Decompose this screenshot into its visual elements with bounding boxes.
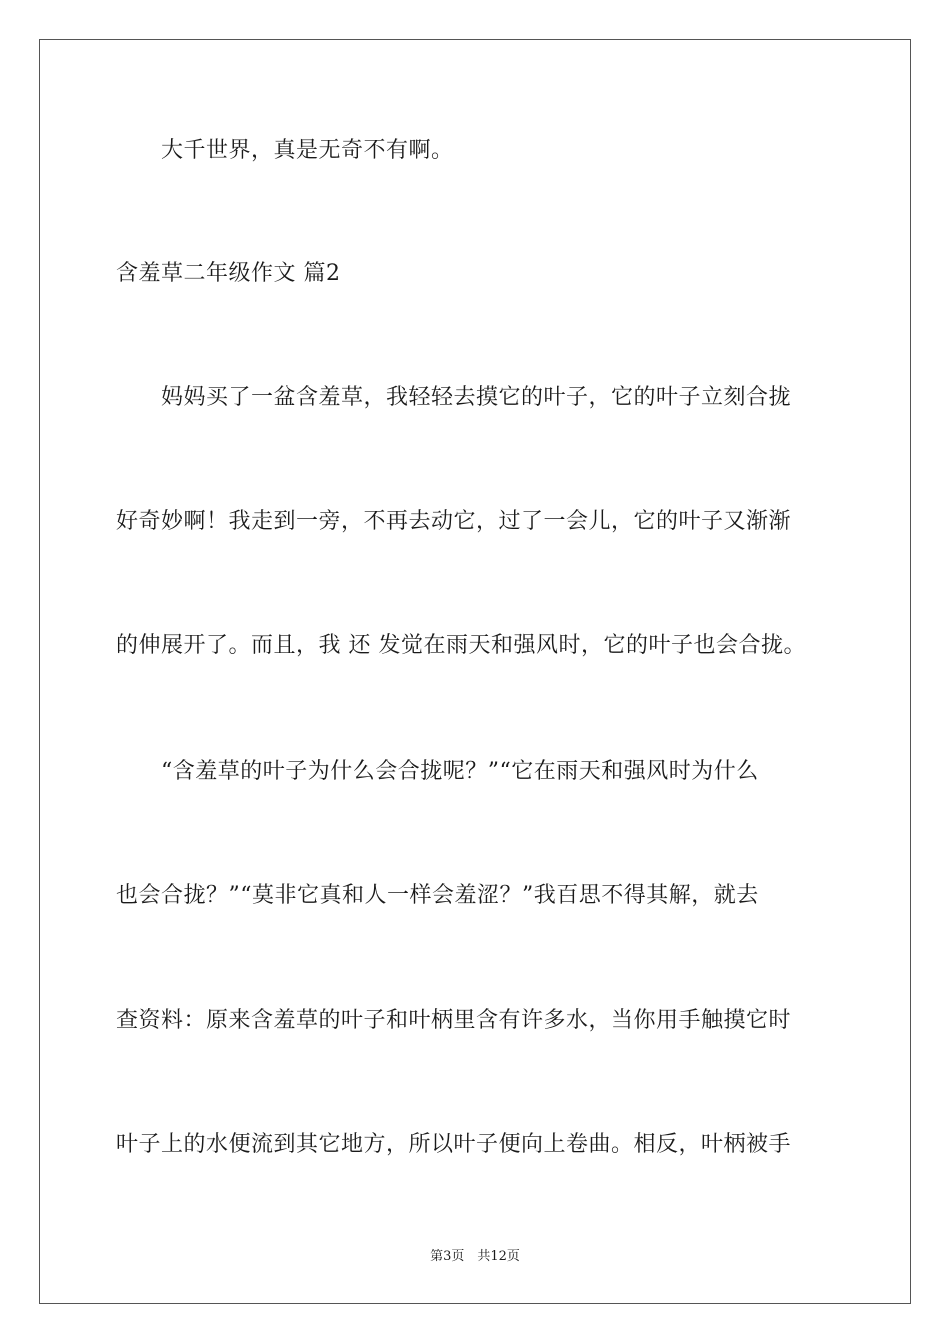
paragraph-line-1: 大千世界，真是无奇不有啊。: [116, 138, 454, 163]
paragraph-line-8: 叶子上的水便流到其它地方，所以叶子便向上卷曲。相反，叶柄被手: [116, 1132, 792, 1157]
paragraph-line-7: 查资料：原来含羞草的叶子和叶柄里含有许多水，当你用手触摸它时: [116, 1008, 792, 1033]
paragraph-line-6: 也会合拢？”“莫非它真和人一样会羞涩？”我百思不得其解，就去: [116, 883, 759, 908]
section-heading: 含羞草二年级作文 篇2: [116, 261, 341, 286]
paragraph-line-3: 好奇妙啊！我走到一旁，不再去动它，过了一会儿，它的叶子又渐渐: [116, 509, 792, 534]
paragraph-line-4: 的伸展开了。而且，我 还 发觉在雨天和强风时，它的叶子也会合拢。: [116, 633, 806, 658]
paragraph-line-2: 妈妈买了一盆含羞草，我轻轻去摸它的叶子，它的叶子立刻合拢: [116, 385, 792, 410]
page-border: [39, 39, 911, 1304]
page-number-footer: 第3页 共12页: [430, 1249, 520, 1264]
paragraph-line-5: “含羞草的叶子为什么会合拢呢？”“它在雨天和强风时为什么: [116, 759, 759, 784]
